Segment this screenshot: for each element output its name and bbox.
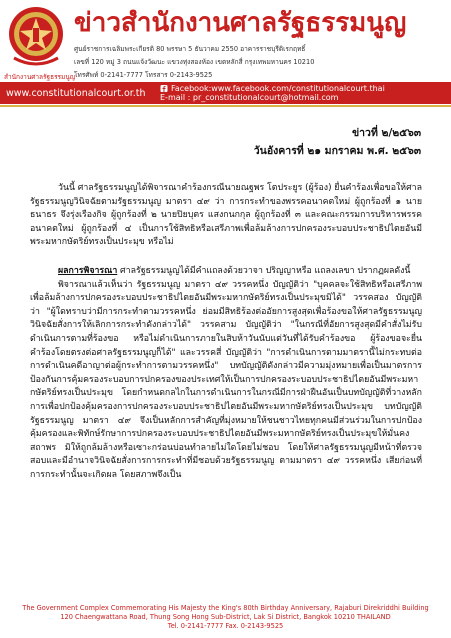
footer-line-3: Tel. 0-2141-7777 Fax. 0-2143-9525 — [167, 622, 284, 630]
news-number: ข่าวที่ ๒/๒๕๖๓ — [351, 127, 421, 139]
newsletter-title: ข่าวสำนักงานศาลรัฐธรรมนูญ — [74, 8, 407, 38]
court-emblem-icon — [6, 4, 66, 70]
social-contacts — [160, 84, 385, 102]
footer-line-2: 120 Chaengwattana Road, Thung Song Hong Sub-District, Lak Si District, Bangkok 10210 THAILAND — [60, 613, 391, 621]
address-line-1: ศูนย์ราชการเฉลิมพระเกียรติ 80 พรรษา 5 ธันวาคม 2550 อาคารราชบุรีดิเรกฤทธิ์ — [74, 45, 306, 53]
facebook-link[interactable]: Facebook:www.facebook.com/constitutionalcourt.thai — [171, 84, 385, 93]
facebook-icon — [160, 85, 168, 92]
phone-fax-line: โทรศัพท์ 0-2141-7777 โทรสาร 0-2143-9525 — [74, 71, 213, 79]
paragraph-2-text: ศาลรัฐธรรมนูญได้มีคำแถลงด้วยวาจา ปริญญาหรือ แถลงเลขา ปรากฏผลดังนี้ — [117, 265, 411, 276]
news-date: วันอังคารที่ ๒๑ มกราคม พ.ศ. ๒๕๖๓ — [253, 145, 421, 157]
paragraph-2 — [30, 265, 422, 279]
email-link[interactable]: E-mail : pr_constitutionalcourt@hotmail.com — [160, 93, 339, 102]
logo-caption: สำนักงานศาลรัฐธรรมนูญ — [4, 73, 76, 81]
result-heading: ผลการพิจารณา — [58, 265, 118, 276]
address-line-2: เลขที่ 120 หมู่ 3 ถนนแจ้งวัฒนะ แขวงทุ่งสองห้อง เขตหลักสี่ กรุงเทพมหานคร 10210 — [74, 58, 315, 66]
paragraph-1: วันนี้ ศาลรัฐธรรมนูญได้พิจารณาคำร้องกรณีนายณฐพร โตประยูร (ผู้ร้อง) ยื่นคำร้องเพื่อขอให้ศาลรัฐธรรมนูญวินิจฉัยตามรัฐธรรมนูญ มาตรา ๔๙ ว่า การกระทำของพรรคอนาคตใหม่ ผู้ถูกร้องที่ ๑ นายธนาธร จึงรุ่งเรืองกิจ ผู้ถูกร้องที่ ๒ นายปิยบุตร แสงกนกกุล ผู้ถูกร้องที่ ๓ และคณะกรรมการบริหารพรรคอนาคตใหม่ ผู้ถูกร้องที่ ๔ เป็นการใช้สิทธิหรือเสรีภาพเพื่อล้มล้างการปกครองระบอบประชาธิปไตยอันมีพระมหากษัตริย์ทรงเป็นประมุข หรือไม่ — [30, 183, 422, 248]
letterhead — [0, 0, 451, 110]
footer — [0, 604, 451, 631]
website-link[interactable]: www.constitutionalcourt.or.th — [6, 88, 146, 99]
footer-line-1: The Government Complex Commemorating His Majesty the King's 80th Birthday Anniversary, Rajaburi Direkriddhi Building — [22, 604, 429, 612]
facebook-row — [160, 84, 385, 93]
email-row — [160, 93, 385, 102]
header-divider — [0, 105, 451, 107]
news-body — [30, 182, 422, 482]
paragraph-3: พิจารณาแล้วเห็นว่า รัฐธรรมนูญ มาตรา ๔๙ วรรคหนึ่ง บัญญัติว่า "บุคคลจะใช้สิทธิหรือเสรีภาพเพื่อล้มล้างการปกครองระบอบประชาธิปไตยอันมีพระมหากษัตริย์ทรงเป็นประมุขมิได้" วรรคสอง บัญญัติว่า "ผู้ใดทราบว่ามีการกระทำตามวรรคหนึ่ง ย่อมมีสิทธิร้องต่ออัยการสูงสุดเพื่อร้องขอให้ศาลรัฐธรรมนูญวินิจฉัยสั่งการให้เลิกการกระทำดังกล่าวได้" วรรคสาม บัญญัติว่า "ในกรณีที่อัยการสูงสุดมีคำสั่งไม่รับดำเนินการตามที่ร้องขอ หรือไม่ดำเนินการภายในสิบห้าวันนับแต่วันที่ได้รับคำร้องขอ ผู้ร้องขอจะยื่นคำร้องโดยตรงต่อศาลรัฐธรรมนูญก็ได้" และวรรคสี่ บัญญัติว่า "การดำเนินการตามมาตรานี้ไม่กระทบต่อการดำเนินคดีอาญาต่อผู้กระทำการตามวรรคหนึ่ง" บทบัญญัติดังกล่าวมีความมุ่งหมายเพื่อเป็นมาตรการป้องกันการคุ้มครองระบอบการปกครองของประเทศให้เป็นการปกครองระบอบประชาธิปไตยอันมีพระมหากษัตริย์ทรงเป็นประมุข โดยกำหนดกลไกในการดำเนินการในกรณีมีการฝ่าฝืนอันเป็นบทบัญญัติที่วางหลักการเพื่อปกป้องคุ้มครองการปกครองระบอบประชาธิปไตยอันมีพระมหากษัตริย์ทรงเป็นประมุข บทบัญญัติรัฐธรรมนูญ มาตรา ๔๙ จึงเป็นหลักการสำคัญที่มุ่งหมายให้ชนชาวไทยทุกคนมีส่วนร่วมในการปกป้องคุ้มครองและพิทักษ์รักษาการปกครองระบอบประชาธิปไตยอันมีพระมหากษัตริย์ทรงเป็นประมุขให้มั่นคงสถาพร มิให้ถูกล้มล้างหรือเซาะกร่อนบ่อนทำลายไม่ใดโดยไม่ชอบ โดยให้ศาลรัฐธรรมนูญมีหน้าที่ตรวจสอบและมีอำนาจวินิจฉัยสั่งการการกระทำที่มีชอบด้วยรัฐธรรมนูญ ตามมาตรา ๔๙ วรรคหนึ่ง เสียก่อนที่การกระทำนั้นจะเกิดผล โดยสภาพจึงเป็น — [30, 279, 422, 480]
